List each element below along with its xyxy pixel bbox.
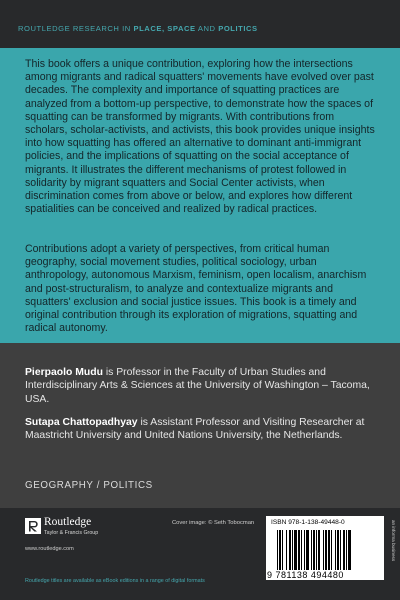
author-bio-text: is Assistant Professor and Visiting Researcher at Maastricht University and United Nations University, the Netherlands. <box>25 417 365 442</box>
blurb-paragraph-2: Contributions adopt a variety of perspectives, from critical human geography, social movement studies, political sociology, urban anthropology, autonomous Marxism, feminism, open localism, anarchism and post-structuralism, to analyze and contextualize migrants and squatters' exclusion and social justice issues. This book is a timely and original contribution through its exploration of migrations, squatting and radical autonomy. <box>25 243 367 335</box>
subject-categories: GEOGRAPHY / POLITICS <box>25 480 153 491</box>
series-prefix: ROUTLEDGE RESEARCH IN <box>18 24 134 33</box>
author-bio-1 <box>25 366 375 406</box>
series-politics: POLITICS <box>218 24 258 33</box>
author-bio-text: is Professor in the Faculty of Urban Studies and Interdisciplinary Arts & Sciences at the University of Washington – Tacoma, USA. <box>25 367 370 405</box>
author-name: Sutapa Chattopadhyay <box>25 417 138 428</box>
cover-credit: Cover image: © Seth Tobocman <box>172 520 255 526</box>
author-name: Pierpaolo Mudu <box>25 367 103 378</box>
barcode-digits: 9 781138 494480 <box>267 570 344 580</box>
blurb-paragraph-1: This book offers a unique contribution, exploring how the intersections among migrants and radical squatters' movements have evolved over past decades. The complexity and importance of squatting practices are analyzed from a bottom-up perspective, to demonstrate how the spaces of squatting can be transformed by migrants. With contributions from scholars, scholar-activists, and activists, this book provides unique insights into how squatting has offered an alternative to dominant anti-immigrant policies, and the implications of squatting on the social acceptance of migrants. It illustrates the different mechanisms of protest followed in solidarity by migrant squatters and Social Center activists, when discrimination comes from above or below, and explores how different spatialities can be conceived and realized by radical practices. <box>25 58 375 216</box>
author-bio-2 <box>25 416 375 443</box>
publisher-tagline: an informa business <box>391 520 396 562</box>
barcode-icon <box>276 530 376 570</box>
routledge-logo-icon <box>25 518 41 534</box>
isbn-label: ISBN 978-1-138-49448-0 <box>271 519 345 526</box>
ebook-note: Routledge titles are available as eBook editions in a range of digital formats <box>25 578 205 584</box>
publisher-name: Routledge <box>44 516 92 528</box>
publisher-group: Taylor & Francis Group <box>44 530 99 536</box>
publisher-url[interactable]: www.routledge.com <box>25 546 74 552</box>
series-title <box>18 24 258 33</box>
series-and: AND <box>195 24 219 33</box>
series-place-space: PLACE, SPACE <box>133 24 196 33</box>
